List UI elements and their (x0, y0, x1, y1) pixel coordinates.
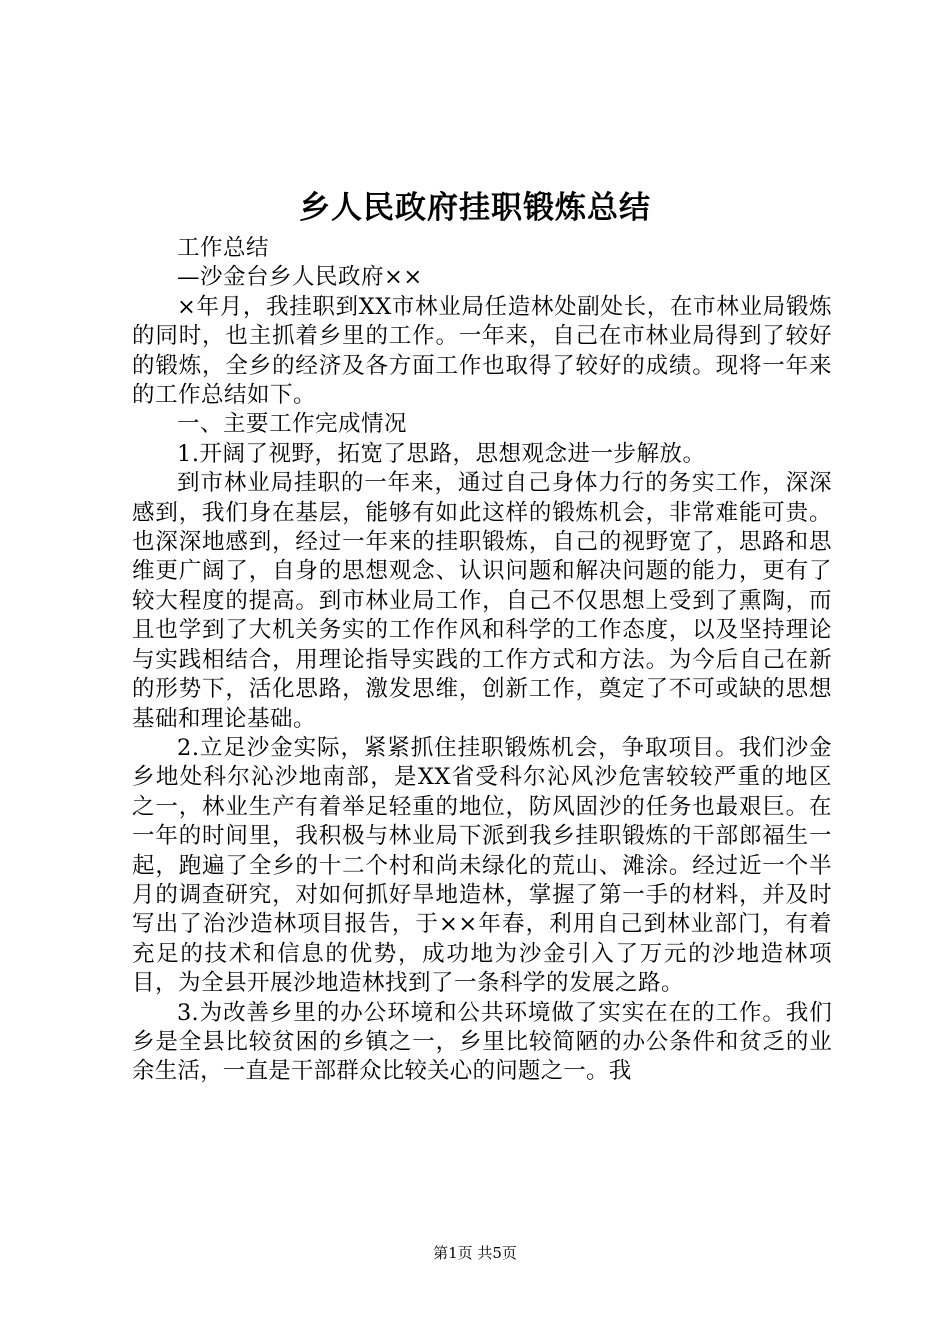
section-heading-main-work: 一、主要工作完成情况 (177, 411, 408, 438)
document-body (132, 234, 832, 1087)
document-title: 乡人民政府挂职锻炼总结 (299, 190, 651, 226)
page-number-footer: 第1页 共5页 (433, 1244, 517, 1262)
paragraph-point-2: 2.立足沙金实际，紧紧抓住挂职锻炼机会，争取项目。我们沙金乡地处科尔沁沙地南部，是XX省受科尔沁风沙危害较较严重的地区之一，林业生产有着举足轻重的地位，防风固沙的任务也最艰巨。在一年的时间里，我积极与林业局下派到我乡挂职锻炼的干部郎福生一起，跑遍了全乡的十二个村和尚未绿化的荒山、滩涂。经过近一个半月的调查研究，对如何抓好旱地造林，掌握了第一手的材料，并及时写出了治沙造林项目报告，于××年春，利用自己到林业部门，有着充足的技术和信息的优势，成功地为沙金引入了万元的沙地造林项目，为全县开展沙地造林找到了一条科学的发展之路。 (132, 734, 832, 997)
paragraph-point-1-heading: 1.开阔了视野，拓宽了思路，思想观念进一步解放。 (177, 440, 706, 467)
paragraph-point-3: 3.为改善乡里的办公环境和公共环境做了实实在在的工作。我们乡是全县比较贫困的乡镇之一，乡里比较简陋的办公条件和贫乏的业余生活，一直是干部群众比较关心的问题之一。我 (132, 999, 832, 1085)
paragraph-author-line: —沙金台乡人民政府×× (177, 264, 423, 291)
paragraph-intro: ×年月，我挂职到XX市林业局任造林处副处长，在市林业局锻炼的同时，也主抓着乡里的工作。一年来，自己在市林业局得到了较好的锻炼，全乡的经济及各方面工作也取得了较好的成绩。现将一年来的工作总结如下。 (132, 293, 832, 409)
paragraph-heading-label: 工作总结 (177, 235, 270, 261)
paragraph-point-1-body: 到市林业局挂职的一年来，通过自己身体力行的务实工作，深深感到，我们身在基层，能够有如此这样的锻炼机会，非常难能可贵。也深深地感到，经过一年来的挂职锻炼，自己的视野宽了，思路和思维更广阔了，自身的思想观念、认识问题和解决问题的能力，更有了较大程度的提高。到市林业局工作，自己不仅思想上受到了熏陶，而且也学到了大机关务实的工作作风和科学的工作态度，以及坚持理论与实践相结合，用理论指导实践的工作方式和方法。为今后自己在新的形势下，活化思路，激发思维，创新工作，奠定了不可或缺的思想基础和理论基础。 (132, 470, 832, 732)
